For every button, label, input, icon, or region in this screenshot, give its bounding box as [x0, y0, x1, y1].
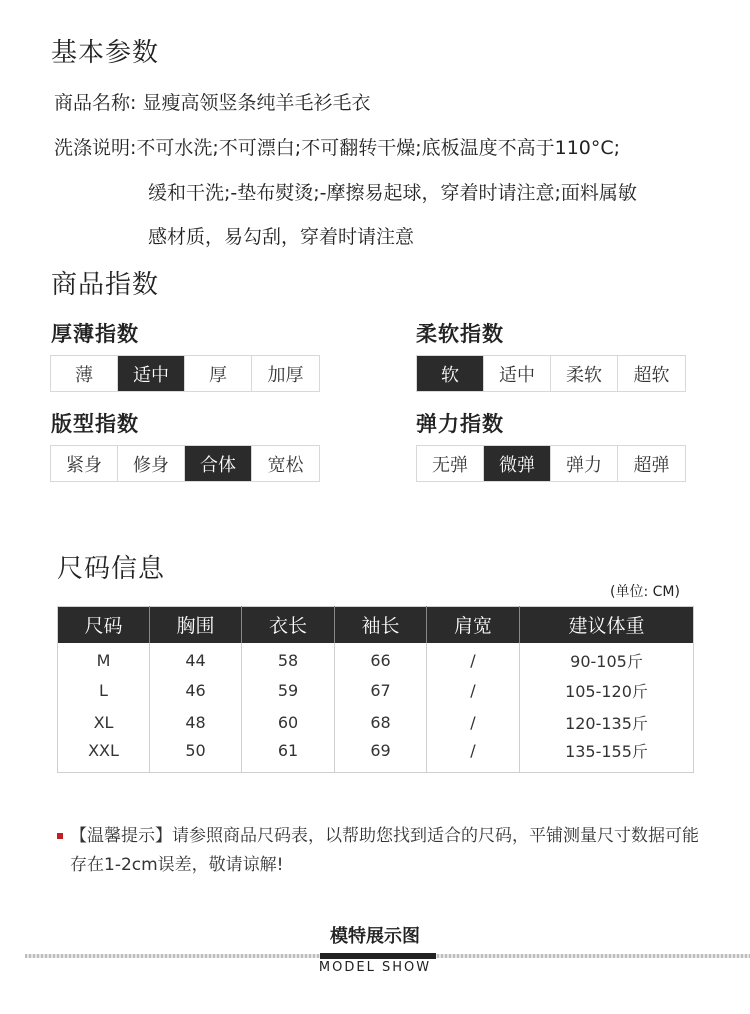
fit-option: 紧身	[51, 446, 118, 481]
softness-option: 柔软	[551, 356, 618, 391]
elasticity-option: 弹力	[551, 446, 618, 481]
size-table-header-cell: 尺码	[58, 607, 150, 643]
product-name-line: 商品名称: 显瘦高领竖条纯羊毛衫毛衣	[54, 92, 371, 114]
model-show-title: 模特展示图	[330, 926, 420, 947]
table-cell: 48	[150, 707, 242, 739]
softness-index-scale	[416, 355, 686, 392]
model-show-subtitle: MODEL SHOW	[318, 960, 432, 975]
warm-tip	[57, 822, 707, 880]
elasticity-option-selected: 微弹	[484, 446, 551, 481]
thickness-option-selected: 适中	[118, 356, 185, 391]
size-table-header-cell: 袖长	[335, 607, 427, 643]
size-info-heading: 尺码信息	[57, 554, 166, 584]
table-cell: 61	[242, 739, 335, 773]
table-cell: 105-120斤	[565, 682, 648, 701]
divider-accent	[320, 953, 436, 959]
table-cell: /	[427, 739, 520, 773]
fit-index-label: 版型指数	[51, 412, 139, 436]
size-table-header-cell: 肩宽	[427, 607, 520, 643]
table-cell: 60	[242, 707, 335, 739]
table-cell: /	[427, 675, 520, 707]
size-table	[57, 606, 694, 773]
fit-option-selected: 合体	[185, 446, 252, 481]
size-table-header	[58, 607, 694, 643]
table-cell: 69	[335, 739, 427, 773]
table-cell: 135-155斤	[565, 741, 648, 761]
unit-label: (单位: CM)	[610, 584, 680, 600]
thickness-index-label: 厚薄指数	[51, 322, 139, 346]
table-cell: 120-135斤	[565, 714, 648, 733]
fit-option: 宽松	[252, 446, 319, 481]
thickness-option: 薄	[51, 356, 118, 391]
table-cell: /	[427, 707, 520, 739]
wash-instructions-line-1: 洗涤说明:不可水洗;不可漂白;不可翻转干燥;底板温度不高于110°C;	[54, 137, 621, 159]
table-cell: 90-105斤	[570, 652, 643, 671]
softness-option: 适中	[484, 356, 551, 391]
warm-tip-text: 【温馨提示】请参照商品尺码表，以帮助您找到适合的尺码，平铺测量尺寸数据可能存在1-2cm误差，敬请谅解!	[70, 826, 699, 875]
table-cell: 66	[335, 643, 427, 675]
size-table-header-cell: 建议体重	[520, 607, 694, 643]
elasticity-index-label: 弹力指数	[416, 412, 504, 436]
size-table-header-cell: 衣长	[242, 607, 335, 643]
table-cell: /	[427, 643, 520, 675]
product-indices-heading: 商品指数	[51, 270, 160, 300]
table-cell: XL	[58, 707, 150, 739]
wash-instructions-line-2: 缓和干洗;-垫布熨烫;-摩擦易起球，穿着时请注意;面料属敏	[148, 182, 637, 204]
table-cell: 68	[335, 707, 427, 739]
elasticity-index-scale	[416, 445, 686, 482]
table-cell: 44	[150, 643, 242, 675]
softness-option-selected: 软	[417, 356, 484, 391]
softness-option: 超软	[618, 356, 685, 391]
table-cell: L	[58, 675, 150, 707]
fit-index-scale	[50, 445, 320, 482]
elasticity-option: 超弹	[618, 446, 685, 481]
table-cell: 46	[150, 675, 242, 707]
thickness-option: 厚	[185, 356, 252, 391]
size-table-header-cell: 胸围	[150, 607, 242, 643]
fit-option: 修身	[118, 446, 185, 481]
thickness-index-scale	[50, 355, 320, 392]
table-cell: 50	[150, 739, 242, 773]
wash-instructions-line-3: 感材质，易勾刮，穿着时请注意	[148, 226, 415, 248]
softness-index-label: 柔软指数	[416, 322, 504, 346]
table-cell: XXL	[58, 739, 150, 773]
table-row	[58, 739, 694, 773]
basic-params-heading: 基本参数	[51, 38, 160, 68]
thickness-option: 加厚	[252, 356, 319, 391]
table-cell: M	[58, 643, 150, 675]
table-row	[58, 707, 694, 739]
table-cell: 67	[335, 675, 427, 707]
elasticity-option: 无弹	[417, 446, 484, 481]
red-square-bullet-icon	[57, 833, 63, 839]
table-row	[58, 643, 694, 675]
table-row	[58, 675, 694, 707]
table-cell: 58	[242, 643, 335, 675]
table-cell: 59	[242, 675, 335, 707]
